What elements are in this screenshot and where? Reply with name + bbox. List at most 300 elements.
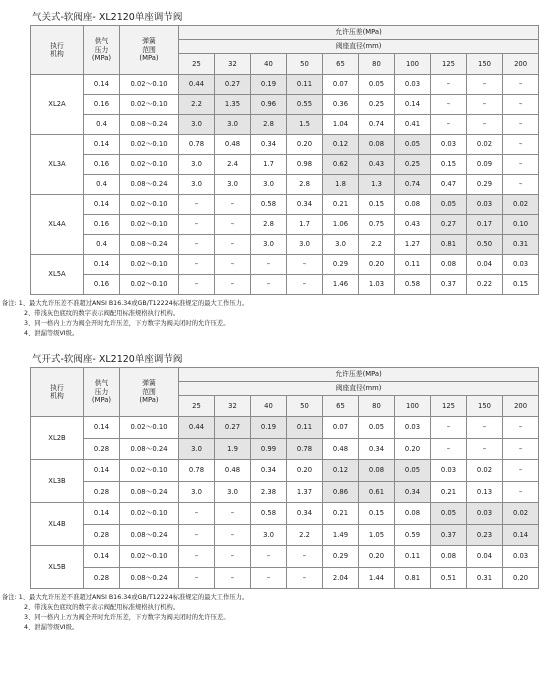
pressure-value-cell: 0.09 (467, 155, 503, 175)
note-line: 备注: 1、最大允许压差不准超过ANSI B16.34或GB/T12224标准规定的最大工作压力。 (2, 594, 249, 601)
pressure-value-cell: – (215, 567, 251, 589)
pressure-value-cell: 0.29 (323, 546, 359, 568)
section-title: 气关式-软阀座- XL2120单座调节阀 (32, 12, 183, 23)
pressure-value-cell: 0.08 (359, 460, 395, 482)
pressure-value-cell: 0.20 (395, 438, 431, 460)
pressure-value-cell: 3.0 (323, 235, 359, 255)
pressure-value-cell: 0.31 (467, 567, 503, 589)
spring-range-cell: 0.08～0.24 (120, 481, 179, 503)
pressure-value-cell: 0.05 (431, 503, 467, 525)
note-line: 2、带浅灰色底纹的数字表示阀配用标准规格执行机构。 (24, 604, 180, 611)
pressure-value-cell: 0.20 (503, 567, 539, 589)
pressure-value-cell: 0.86 (323, 481, 359, 503)
size-header-32: 32 (215, 54, 251, 75)
spring-range-cell: 0.08～0.24 (120, 524, 179, 546)
pressure-value-cell: 0.27 (215, 75, 251, 95)
supply-pressure-cell: 0.28 (84, 567, 120, 589)
pressure-value-cell: 3.0 (179, 155, 215, 175)
pressure-value-cell: 0.15 (503, 275, 539, 295)
table-row (31, 481, 539, 503)
pressure-value-cell: 0.03 (503, 255, 539, 275)
size-header-40: 40 (251, 54, 287, 75)
pressure-value-cell: 0.05 (395, 135, 431, 155)
pressure-value-cell: 0.34 (395, 481, 431, 503)
pressure-value-cell: 3.0 (179, 115, 215, 135)
pressure-value-cell: 0.34 (359, 438, 395, 460)
supply-pressure-cell: 0.14 (84, 417, 120, 439)
spring-range-cell: 0.02～0.10 (120, 95, 179, 115)
pressure-value-cell: 0.34 (251, 460, 287, 482)
pressure-value-cell: – (431, 115, 467, 135)
supply-pressure-cell: 0.16 (84, 155, 120, 175)
pressure-value-cell: – (431, 438, 467, 460)
supply-pressure-cell: 0.28 (84, 481, 120, 503)
size-header-200: 200 (503, 396, 539, 417)
pressure-table (30, 367, 539, 589)
pressure-value-cell: 0.08 (431, 546, 467, 568)
pressure-value-cell: 1.04 (323, 115, 359, 135)
pressure-value-cell: 0.50 (467, 235, 503, 255)
pressure-value-cell: 1.35 (215, 95, 251, 115)
pressure-value-cell: 0.03 (395, 417, 431, 439)
pressure-value-cell: 0.12 (323, 460, 359, 482)
size-header-200: 200 (503, 54, 539, 75)
pressure-value-cell: 0.21 (323, 195, 359, 215)
pressure-value-cell: 0.41 (395, 115, 431, 135)
pressure-value-cell: 0.11 (395, 546, 431, 568)
supply-pressure-cell: 0.14 (84, 75, 120, 95)
spring-range-cell: 0.08～0.24 (120, 438, 179, 460)
size-header-80: 80 (359, 54, 395, 75)
pressure-value-cell: – (503, 95, 539, 115)
header-seat-diameter: 阀座直径(mm) (179, 40, 539, 54)
size-header-80: 80 (359, 396, 395, 417)
mechanism-cell: XL5A (31, 255, 84, 295)
pressure-value-cell: 0.25 (359, 95, 395, 115)
pressure-value-cell: 1.44 (359, 567, 395, 589)
pressure-value-cell: – (179, 275, 215, 295)
table-row (31, 567, 539, 589)
pressure-value-cell: – (431, 417, 467, 439)
note-line: 3、同一格内上方为阀全开时允许压差，下方数字为阀关闭时的允许压差。 (24, 320, 230, 327)
pressure-value-cell: 0.04 (467, 546, 503, 568)
size-header-40: 40 (251, 396, 287, 417)
pressure-value-cell: 0.20 (287, 135, 323, 155)
pressure-value-cell: 0.47 (431, 175, 467, 195)
supply-pressure-cell: 0.4 (84, 235, 120, 255)
pressure-value-cell: 0.48 (215, 135, 251, 155)
pressure-value-cell: – (503, 75, 539, 95)
pressure-value-cell: 2.2 (359, 235, 395, 255)
supply-pressure-cell: 0.16 (84, 215, 120, 235)
spring-range-cell: 0.02～0.10 (120, 546, 179, 568)
note-line: 2、带浅灰色底纹的数字表示阀配用标准规格执行机构。 (24, 310, 180, 317)
table-row (31, 155, 539, 175)
pressure-value-cell: 0.62 (323, 155, 359, 175)
pressure-value-cell: 0.15 (431, 155, 467, 175)
pressure-value-cell: – (287, 567, 323, 589)
table-row (31, 503, 539, 525)
pressure-value-cell: 1.46 (323, 275, 359, 295)
pressure-value-cell: 1.7 (251, 155, 287, 175)
supply-pressure-cell: 0.16 (84, 275, 120, 295)
pressure-value-cell: 0.02 (467, 135, 503, 155)
size-header-50: 50 (287, 54, 323, 75)
pressure-value-cell: 0.29 (467, 175, 503, 195)
pressure-value-cell: 0.20 (287, 460, 323, 482)
pressure-value-cell: 0.58 (251, 195, 287, 215)
notes (2, 593, 538, 633)
pressure-value-cell: 0.96 (251, 95, 287, 115)
pressure-value-cell: – (467, 417, 503, 439)
spring-range-cell: 0.02～0.10 (120, 75, 179, 95)
pressure-value-cell: 2.2 (179, 95, 215, 115)
pressure-value-cell: – (287, 255, 323, 275)
table-row (31, 115, 539, 135)
mechanism-cell: XL3B (31, 460, 84, 503)
section-title: 气开式-软阀座- XL2120单座调节阀 (32, 354, 183, 365)
header-mechanism: 执行 机构 (31, 368, 84, 417)
size-header-25: 25 (179, 54, 215, 75)
pressure-value-cell: 1.5 (287, 115, 323, 135)
pressure-value-cell: 0.02 (467, 460, 503, 482)
pressure-value-cell: 0.78 (179, 460, 215, 482)
pressure-value-cell: 0.08 (359, 135, 395, 155)
spring-range-cell: 0.08～0.24 (120, 115, 179, 135)
header-spring-range: 弹簧 范围 (MPa) (120, 368, 179, 417)
pressure-value-cell: 0.02 (503, 195, 539, 215)
pressure-value-cell: – (503, 460, 539, 482)
table-row (31, 195, 539, 215)
pressure-value-cell: 0.14 (503, 524, 539, 546)
pressure-value-cell: 0.07 (323, 75, 359, 95)
pressure-value-cell: – (503, 438, 539, 460)
pressure-value-cell: – (215, 524, 251, 546)
pressure-value-cell: 1.27 (395, 235, 431, 255)
pressure-value-cell: 2.4 (215, 155, 251, 175)
pressure-value-cell: 1.8 (323, 175, 359, 195)
pressure-value-cell: 0.29 (323, 255, 359, 275)
pressure-value-cell: 0.37 (431, 524, 467, 546)
pressure-value-cell: 2.2 (287, 524, 323, 546)
pressure-value-cell: 3.0 (215, 115, 251, 135)
pressure-value-cell: 0.10 (503, 215, 539, 235)
pressure-value-cell: 0.48 (323, 438, 359, 460)
pressure-value-cell: 3.0 (251, 524, 287, 546)
spring-range-cell: 0.08～0.24 (120, 235, 179, 255)
size-header-50: 50 (287, 396, 323, 417)
supply-pressure-cell: 0.4 (84, 175, 120, 195)
pressure-value-cell: 1.03 (359, 275, 395, 295)
pressure-value-cell: 0.25 (395, 155, 431, 175)
mechanism-cell: XL4A (31, 195, 84, 255)
pressure-value-cell: 1.7 (287, 215, 323, 235)
pressure-value-cell: – (215, 255, 251, 275)
table-row (31, 546, 539, 568)
pressure-value-cell: – (215, 195, 251, 215)
pressure-value-cell: – (215, 215, 251, 235)
pressure-value-cell: 0.03 (431, 135, 467, 155)
pressure-value-cell: 0.98 (287, 155, 323, 175)
size-header-125: 125 (431, 54, 467, 75)
pressure-table (30, 25, 539, 295)
pressure-value-cell: – (179, 546, 215, 568)
pressure-value-cell: – (503, 481, 539, 503)
pressure-value-cell: 0.03 (467, 503, 503, 525)
pressure-value-cell: 0.75 (359, 215, 395, 235)
supply-pressure-cell: 0.4 (84, 115, 120, 135)
pressure-value-cell: 0.21 (431, 481, 467, 503)
pressure-value-cell: 0.05 (359, 417, 395, 439)
header-allowable-pressure: 允许压差(MPa) (179, 26, 539, 40)
section-air-to-open (2, 352, 538, 633)
pressure-value-cell: – (215, 503, 251, 525)
pressure-value-cell: 0.08 (395, 503, 431, 525)
pressure-value-cell: 0.36 (323, 95, 359, 115)
pressure-value-cell: – (179, 567, 215, 589)
pressure-value-cell: 0.05 (359, 75, 395, 95)
pressure-value-cell: 2.38 (251, 481, 287, 503)
pressure-value-cell: 2.04 (323, 567, 359, 589)
pressure-value-cell: 0.20 (359, 546, 395, 568)
pressure-value-cell: 1.3 (359, 175, 395, 195)
mechanism-cell: XL2B (31, 417, 84, 460)
pressure-value-cell: – (215, 235, 251, 255)
pressure-value-cell: 2.8 (251, 215, 287, 235)
spring-range-cell: 0.02～0.10 (120, 195, 179, 215)
header-supply-pressure: 供气 压力 (MPa) (84, 368, 120, 417)
pressure-value-cell: – (251, 567, 287, 589)
header-allowable-pressure: 允许压差(MPa) (179, 368, 539, 382)
size-header-150: 150 (467, 396, 503, 417)
size-header-65: 65 (323, 54, 359, 75)
pressure-value-cell: 0.02 (503, 503, 539, 525)
pressure-value-cell: 0.31 (503, 235, 539, 255)
pressure-value-cell: – (215, 275, 251, 295)
pressure-value-cell: 0.55 (287, 95, 323, 115)
pressure-value-cell: 0.74 (359, 115, 395, 135)
pressure-value-cell: – (287, 546, 323, 568)
pressure-value-cell: 0.12 (323, 135, 359, 155)
table-row (31, 438, 539, 460)
supply-pressure-cell: 0.14 (84, 195, 120, 215)
pressure-value-cell: – (287, 275, 323, 295)
supply-pressure-cell: 0.14 (84, 460, 120, 482)
pressure-value-cell: – (503, 115, 539, 135)
pressure-value-cell: 3.0 (215, 481, 251, 503)
pressure-value-cell: – (215, 546, 251, 568)
spring-range-cell: 0.02～0.10 (120, 417, 179, 439)
spring-range-cell: 0.02～0.10 (120, 460, 179, 482)
pressure-value-cell: – (503, 155, 539, 175)
pressure-value-cell: 0.78 (287, 438, 323, 460)
section-air-to-close (2, 10, 538, 339)
table-row (31, 417, 539, 439)
pressure-value-cell: 0.08 (395, 195, 431, 215)
supply-pressure-cell: 0.14 (84, 503, 120, 525)
header-spring-range: 弹簧 范围 (MPa) (120, 26, 179, 75)
pressure-value-cell: – (251, 255, 287, 275)
header-seat-diameter: 阀座直径(mm) (179, 382, 539, 396)
pressure-value-cell: 0.20 (359, 255, 395, 275)
table-row (31, 275, 539, 295)
table-row (31, 460, 539, 482)
pressure-value-cell: 0.15 (359, 503, 395, 525)
pressure-value-cell: 0.17 (467, 215, 503, 235)
pressure-value-cell: 1.05 (359, 524, 395, 546)
pressure-value-cell: 1.49 (323, 524, 359, 546)
pressure-value-cell: 1.37 (287, 481, 323, 503)
pressure-value-cell: 0.34 (287, 503, 323, 525)
pressure-value-cell: 0.11 (395, 255, 431, 275)
pressure-value-cell: 0.81 (431, 235, 467, 255)
pressure-value-cell: 0.08 (431, 255, 467, 275)
pressure-value-cell: – (431, 75, 467, 95)
pressure-value-cell: 0.15 (359, 195, 395, 215)
pressure-value-cell: 0.03 (431, 460, 467, 482)
pressure-value-cell: – (179, 255, 215, 275)
size-header-100: 100 (395, 396, 431, 417)
pressure-value-cell: 3.0 (179, 438, 215, 460)
pressure-value-cell: 0.61 (359, 481, 395, 503)
pressure-value-cell: 1.9 (215, 438, 251, 460)
pressure-value-cell: 0.59 (395, 524, 431, 546)
pressure-value-cell: – (179, 503, 215, 525)
spring-range-cell: 0.02～0.10 (120, 503, 179, 525)
pressure-value-cell: 0.05 (395, 460, 431, 482)
pressure-value-cell: 0.58 (251, 503, 287, 525)
pressure-value-cell: – (503, 175, 539, 195)
note-line: 3、同一格内上方为阀全开时允许压差，下方数字为阀关闭时的允许压差。 (24, 614, 230, 621)
pressure-value-cell: 0.11 (287, 417, 323, 439)
pressure-value-cell: – (179, 215, 215, 235)
mechanism-cell: XL4B (31, 503, 84, 546)
pressure-value-cell: 3.0 (179, 481, 215, 503)
supply-pressure-cell: 0.14 (84, 135, 120, 155)
pressure-value-cell: 2.8 (251, 115, 287, 135)
table-row (31, 235, 539, 255)
pressure-value-cell: 0.44 (179, 417, 215, 439)
pressure-value-cell: 0.04 (467, 255, 503, 275)
mechanism-cell: XL2A (31, 75, 84, 135)
pressure-value-cell: – (179, 195, 215, 215)
pressure-value-cell: – (431, 95, 467, 115)
pressure-value-cell: 0.58 (395, 275, 431, 295)
header-supply-pressure: 供气 压力 (MPa) (84, 26, 120, 75)
pressure-value-cell: – (251, 546, 287, 568)
pressure-value-cell: 2.8 (287, 175, 323, 195)
pressure-value-cell: 0.43 (395, 215, 431, 235)
pressure-value-cell: 0.03 (503, 546, 539, 568)
pressure-value-cell: 0.03 (467, 195, 503, 215)
pressure-value-cell: – (251, 275, 287, 295)
size-header-100: 100 (395, 54, 431, 75)
pressure-value-cell: 3.0 (287, 235, 323, 255)
header-mechanism: 执行 机构 (31, 26, 84, 75)
supply-pressure-cell: 0.16 (84, 95, 120, 115)
pressure-value-cell: – (179, 235, 215, 255)
pressure-value-cell: – (467, 438, 503, 460)
supply-pressure-cell: 0.28 (84, 438, 120, 460)
pressure-value-cell: 1.06 (323, 215, 359, 235)
pressure-value-cell: 0.23 (467, 524, 503, 546)
pressure-value-cell: – (503, 135, 539, 155)
pressure-value-cell: 0.05 (431, 195, 467, 215)
pressure-value-cell: 0.19 (251, 417, 287, 439)
pressure-value-cell: 3.0 (215, 175, 251, 195)
table-row (31, 255, 539, 275)
pressure-value-cell: 0.78 (179, 135, 215, 155)
pressure-value-cell: 0.37 (431, 275, 467, 295)
spring-range-cell: 0.02～0.10 (120, 215, 179, 235)
spring-range-cell: 0.08～0.24 (120, 567, 179, 589)
table-row (31, 75, 539, 95)
mechanism-cell: XL3A (31, 135, 84, 195)
notes (2, 299, 538, 339)
pressure-value-cell: 0.14 (395, 95, 431, 115)
table-row (31, 524, 539, 546)
note-line: 4、泄漏等级VI级。 (24, 330, 79, 337)
pressure-value-cell: 0.34 (287, 195, 323, 215)
pressure-value-cell: 0.27 (215, 417, 251, 439)
supply-pressure-cell: 0.28 (84, 524, 120, 546)
pressure-value-cell: 0.48 (215, 460, 251, 482)
pressure-value-cell: – (467, 95, 503, 115)
supply-pressure-cell: 0.14 (84, 255, 120, 275)
pressure-value-cell: 0.13 (467, 481, 503, 503)
note-line: 备注: 1、最大允许压差不准超过ANSI B16.34或GB/T12224标准规定的最大工作压力。 (2, 300, 249, 307)
size-header-25: 25 (179, 396, 215, 417)
size-header-65: 65 (323, 396, 359, 417)
pressure-value-cell: 3.0 (179, 175, 215, 195)
size-header-150: 150 (467, 54, 503, 75)
pressure-value-cell: 0.03 (395, 75, 431, 95)
pressure-value-cell: 0.51 (431, 567, 467, 589)
table-row (31, 95, 539, 115)
table-row (31, 135, 539, 155)
pressure-value-cell: 0.43 (359, 155, 395, 175)
pressure-value-cell: 0.34 (251, 135, 287, 155)
pressure-value-cell: 0.07 (323, 417, 359, 439)
note-line: 4、泄漏等级VI级。 (24, 624, 79, 631)
pressure-value-cell: 3.0 (251, 235, 287, 255)
pressure-value-cell: – (467, 115, 503, 135)
pressure-value-cell: 3.0 (251, 175, 287, 195)
pressure-value-cell: – (179, 524, 215, 546)
pressure-value-cell: 0.27 (431, 215, 467, 235)
pressure-value-cell: 0.22 (467, 275, 503, 295)
table-row (31, 175, 539, 195)
spring-range-cell: 0.08～0.24 (120, 175, 179, 195)
supply-pressure-cell: 0.14 (84, 546, 120, 568)
spring-range-cell: 0.02～0.10 (120, 255, 179, 275)
spring-range-cell: 0.02～0.10 (120, 275, 179, 295)
pressure-value-cell: 0.11 (287, 75, 323, 95)
pressure-value-cell: 0.99 (251, 438, 287, 460)
mechanism-cell: XL5B (31, 546, 84, 589)
pressure-value-cell: – (467, 75, 503, 95)
pressure-value-cell: 0.19 (251, 75, 287, 95)
pressure-value-cell: 0.74 (395, 175, 431, 195)
size-header-32: 32 (215, 396, 251, 417)
pressure-value-cell: – (503, 417, 539, 439)
pressure-value-cell: 0.81 (395, 567, 431, 589)
spring-range-cell: 0.02～0.10 (120, 135, 179, 155)
size-header-125: 125 (431, 396, 467, 417)
spring-range-cell: 0.02～0.10 (120, 155, 179, 175)
pressure-value-cell: 0.44 (179, 75, 215, 95)
table-row (31, 215, 539, 235)
